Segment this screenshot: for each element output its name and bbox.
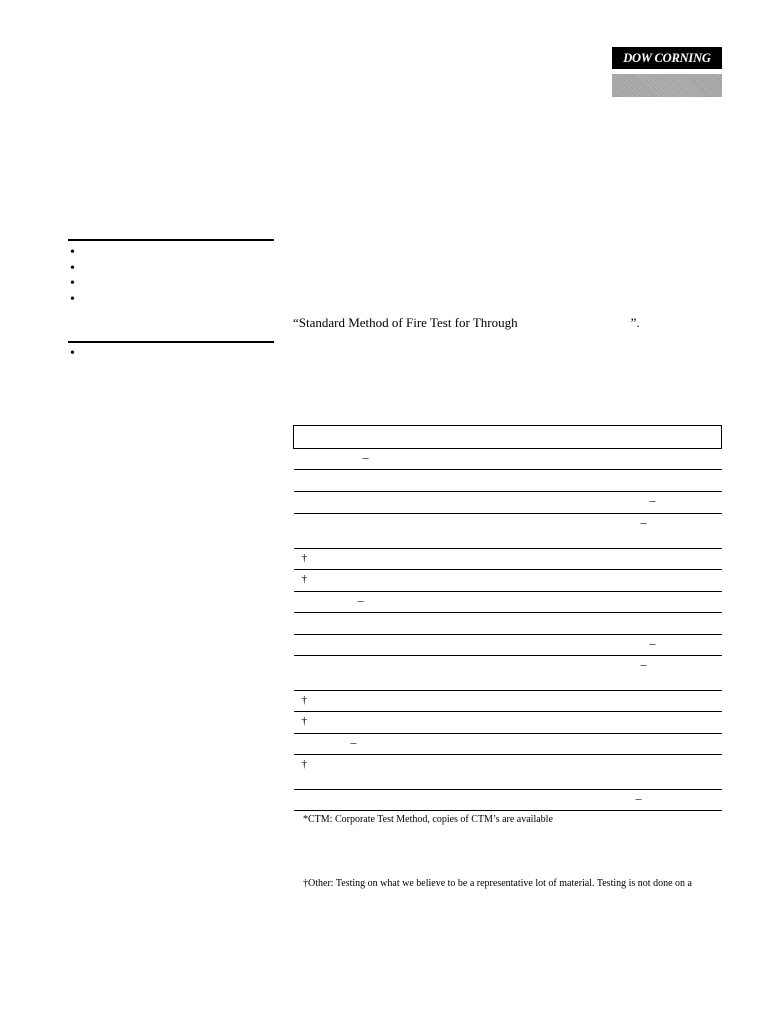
table-row: † bbox=[294, 691, 722, 712]
bullet-item: • bbox=[70, 245, 75, 260]
table-row: – bbox=[294, 514, 722, 549]
bullet-item: • bbox=[70, 291, 75, 307]
sidebar-bullet-list-2 bbox=[70, 346, 75, 362]
intro-text-end: ”. bbox=[630, 315, 640, 330]
table-row: † bbox=[294, 549, 722, 570]
footnote-other: †Other: Testing on what we believe to be a representative lot of material. Testing is not done on a bbox=[303, 878, 692, 889]
sidebar-rule-middle bbox=[68, 341, 274, 343]
table-row: – bbox=[294, 492, 722, 514]
sidebar-rule-top bbox=[68, 239, 274, 241]
table-row: – bbox=[294, 790, 722, 811]
table-row: † bbox=[294, 712, 722, 734]
table-row: – bbox=[294, 635, 722, 656]
bullet-item: • bbox=[70, 276, 75, 291]
table-row: – bbox=[294, 734, 722, 755]
sidebar-bullet-list-1 bbox=[70, 245, 75, 307]
table-row: – bbox=[294, 449, 722, 470]
table-row bbox=[294, 613, 722, 635]
properties-table bbox=[293, 425, 722, 811]
dow-corning-logo bbox=[612, 47, 722, 69]
logo-text: DOW CORNING bbox=[623, 50, 711, 65]
bullet-item: • bbox=[70, 260, 75, 276]
intro-sentence bbox=[293, 315, 640, 331]
logo-hatched-bar bbox=[612, 74, 722, 97]
table-header-row bbox=[294, 426, 722, 449]
table-row: † bbox=[294, 570, 722, 592]
bullet-item: • bbox=[70, 346, 75, 361]
table-row: † bbox=[294, 755, 722, 790]
table-row bbox=[294, 470, 722, 492]
table-row: – bbox=[294, 656, 722, 691]
intro-text-start: “Standard Method of Fire Test for Through bbox=[293, 315, 518, 330]
footnote-ctm: *CTM: Corporate Test Method, copies of CTM’s are available bbox=[303, 814, 553, 825]
table-row: – bbox=[294, 592, 722, 613]
